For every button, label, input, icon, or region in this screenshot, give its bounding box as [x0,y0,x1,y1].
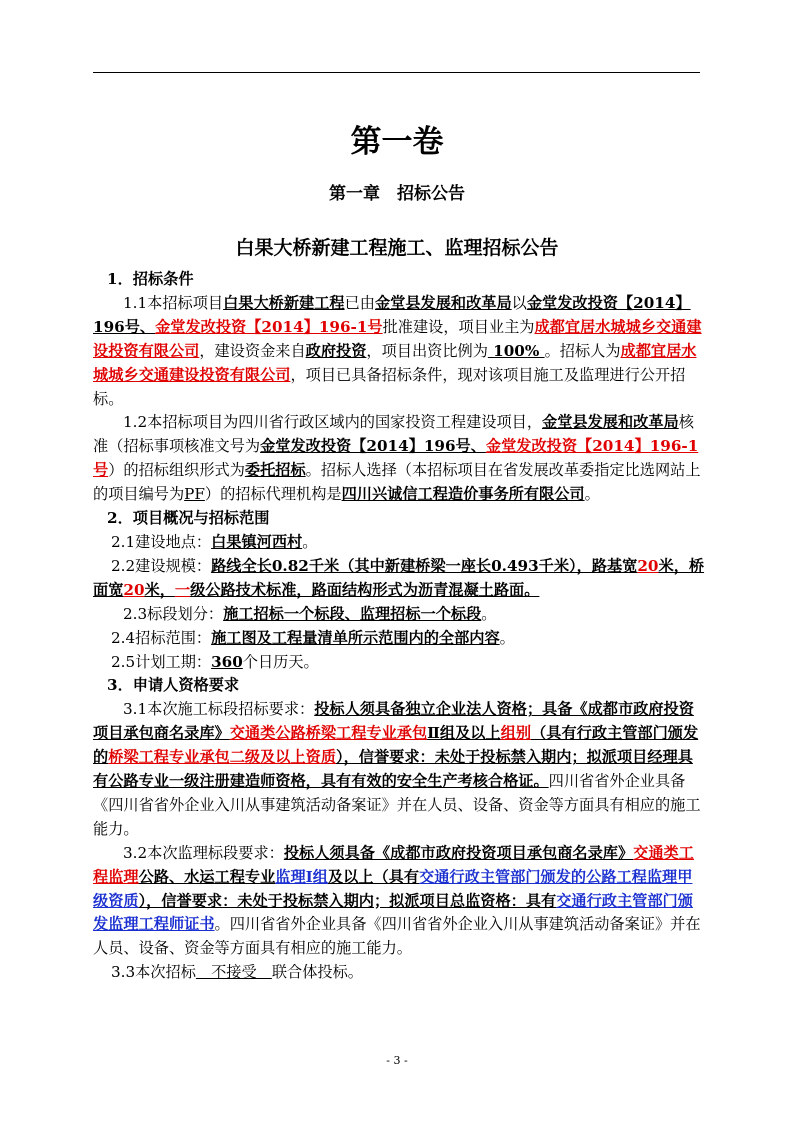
supervision-grade: 交通行政主管部门颁发的公路工程监理甲级资质 [93,867,693,910]
paragraph-2-5 [93,651,707,675]
paragraph-3-1 [93,698,707,841]
volume-title: 第一卷 [350,124,444,160]
paragraph-2-1 [93,531,707,555]
text: 1.1本招标项目 [123,293,224,312]
category: 交通类工程监理 [93,843,694,886]
group-label: 组别 [500,724,532,743]
approval-doc-1: 金堂发改投资【2014】196号、 [93,293,691,336]
text: 。四川省省外企业具备《四川省省外企业入川从事建筑活动备案证》并在人员、设备、资金等方面具有相应的施工能力。 [93,915,701,958]
tenderer: 成都宜居水城城乡交通建设投资有限公司 [93,341,697,384]
text: 。 [302,532,318,551]
paragraph-2-2 [93,555,707,603]
approval-doc-2: 金堂发改投资【2014】196-1号 [93,437,699,480]
text: 批准建设，项目业主为 [382,317,535,336]
scale-text: 米，桥面宽 [93,556,705,599]
text: 2.4招标范围： [111,628,212,647]
text: 。 [481,604,497,623]
section-heading-1: 1．招标条件 [107,270,194,288]
approval-doc-2: 金堂发改投资【2014】196-1号 [155,317,383,336]
paragraph-2-4 [93,627,707,651]
group: 监理Ⅰ组 [275,867,328,886]
section-heading-2: 2．项目概况与招标范围 [107,509,270,528]
subgrade-width: 20 [637,556,659,575]
qualification: ），信誉要求：未处于投标禁入期内；拟派项目经理具有公路专业一级注册建造师资格，具有有效的安全生产考核合格证。 [93,748,693,791]
lot-division: 施工招标一个标段、监理招标一个标段 [223,604,482,623]
scale-text: 级公路技术标准，路面结构形式为沥青混凝土路面。 [190,580,540,599]
text: 核准（招标事项核准文号为 [93,413,694,456]
paragraph-1-2 [93,411,707,507]
qualification: 公路、水运工程专业 [138,867,276,886]
chapter-title: 第一章 招标公告 [329,184,465,204]
text: 。招标人选择（本招标项目在省发展改革委指定比选网站上的项目编号为 [93,461,701,504]
scope: 施工图及工程量清单所示范围内的全部内容 [211,628,500,647]
tender-agent: 四川兴诚信工程造价事务所有限公司 [341,485,585,504]
text: 。 [584,485,600,504]
deck-width: 20 [123,580,145,599]
supervisor-cert: 交通行政主管部门颁发监理工程师证书 [93,891,693,934]
consortium-option: 不接受 [195,963,272,982]
paragraph-1-1 [93,292,707,412]
text: ）的招标代理机构是 [204,485,342,504]
text: ，项目已具备招标条件，现对该项目施工及监理进行公开招标。 [93,365,686,408]
text: 3.2本次监理标段要求： [123,843,284,862]
location: 白果镇河西村 [211,532,303,551]
document-body [93,268,707,985]
text: ，项目出资比例为 [366,341,488,360]
text: 个日历天。 [242,652,319,671]
qualification: 投标人须具备独立企业法人资格；具备《成都市政府投资项目承包商名录库》 [93,700,694,743]
paragraph-3-2 [93,842,707,962]
road-grade: 一 [174,580,191,599]
text: ，建设资金来自 [199,341,306,360]
text: 。招标人为 [544,341,621,360]
project-owner: 成都宜居水城城乡交通建设投资有限公司 [93,317,702,360]
text: 3.1本次施工标段招标要求： [123,700,315,719]
approval-doc-1: 金堂发改投资【2014】196号、 [260,437,486,456]
qualification: 投标人须具备《成都市政府投资项目承包商名录库》 [283,843,634,862]
contractor-grade: 桥梁工程专业承包二级及以上资质 [108,748,336,767]
project-name: 白果大桥新建工程 [223,293,345,312]
approval-authority: 金堂县发展和改革局 [374,293,512,312]
scale-text: 米， [144,580,175,599]
project-code: PF [184,485,205,504]
text: 联合体投标。 [271,963,363,982]
funding-source: 政府投资 [305,341,367,360]
qualification: （具有行政主管部门颁发的 [93,724,699,767]
text: 四川省省外企业具备《四川省省外企业入川从事建筑活动备案证》并在人员、设备、资金等方面具有相应的施工能力。 [93,772,701,838]
tender-form: 委托招标 [244,461,306,480]
duration: 360 [211,652,243,671]
section-heading-3: 3．申请人资格要求 [107,676,240,695]
paragraph-3-3 [93,961,707,985]
page-number: - 3 - [386,1054,408,1067]
approval-authority: 金堂县发展和改革局 [542,413,679,432]
text: 1.2本招标项目为四川省行政区域内的国家投资工程建设项目， [123,413,543,432]
text: 3.3本次招标 [111,963,196,982]
qualification: 及以上（具有 [327,867,420,886]
text: 以 [511,293,527,312]
scale-text: 路线全长0.82千米（其中新建桥梁一座长0.493千米），路基宽 [211,556,638,575]
notice-title: 白果大桥新建工程施工、监理招标公告 [235,237,559,259]
category: 交通类公路桥梁工程专业承包 [229,724,428,743]
paragraph-2-3 [93,603,707,627]
funding-ratio: 100% [487,341,545,360]
text: 已由 [344,293,375,312]
header-rule [93,72,700,73]
text: 。 [499,628,515,647]
qualification: ），信誉要求：未处于投标禁入期内；拟派项目总监资格：具有 [138,891,557,910]
text: 2.2建设规模： [111,556,212,575]
group: Ⅱ组及以上 [427,724,501,743]
text: ）的招标组织形式为 [108,461,245,480]
text: 2.5计划工期： [111,652,212,671]
text: 2.3标段划分： [123,604,224,623]
text: 2.1建设地点： [111,532,212,551]
